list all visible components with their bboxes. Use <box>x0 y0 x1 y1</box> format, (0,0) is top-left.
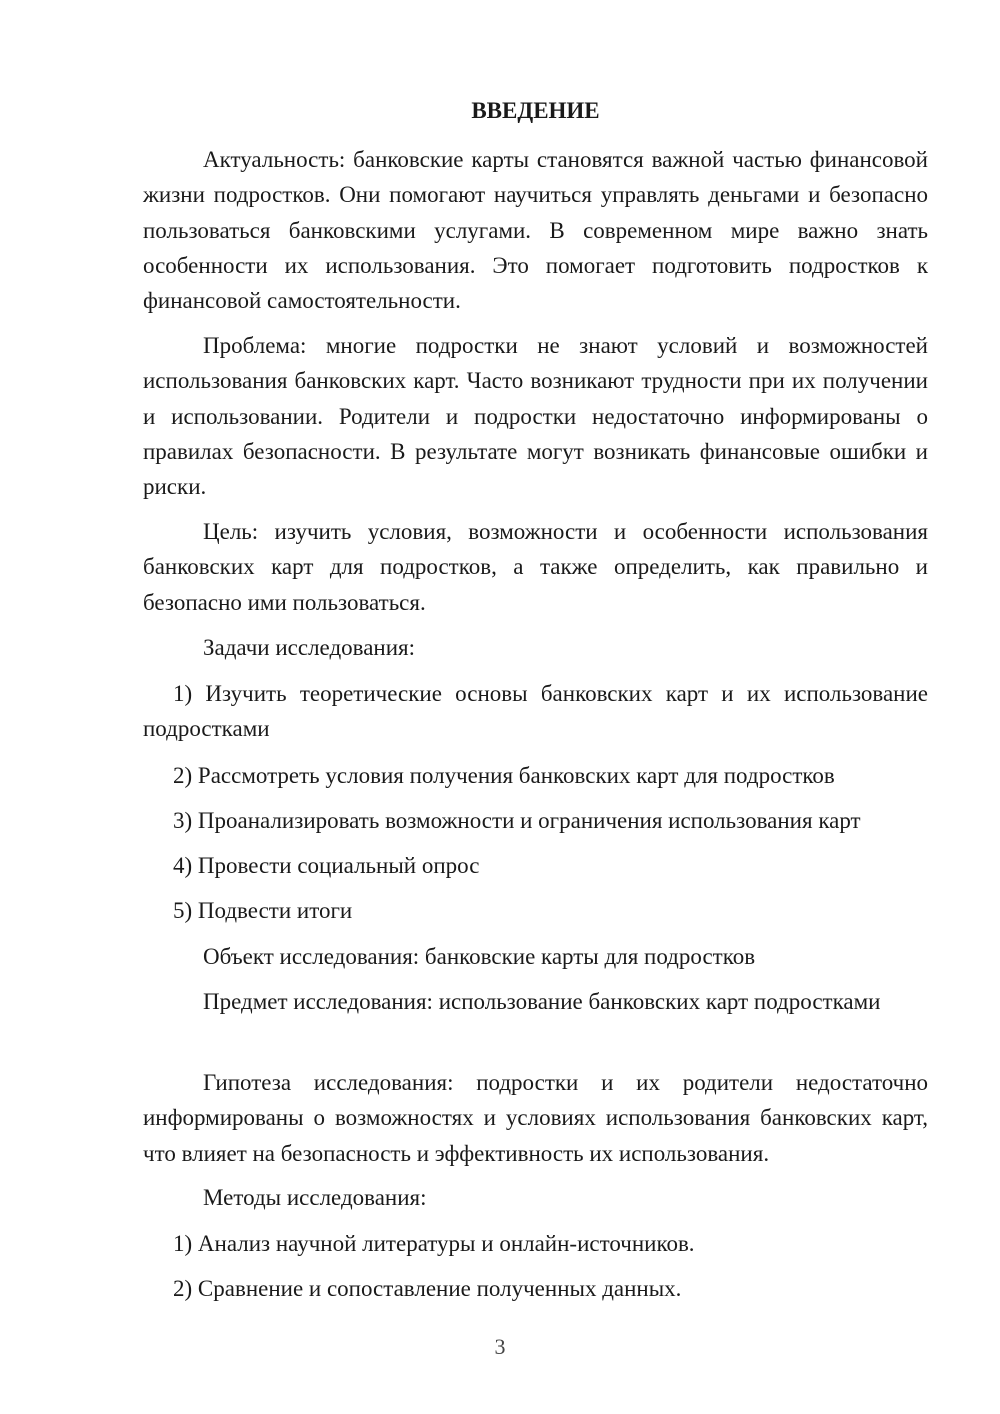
page-number: 3 <box>494 1334 506 1359</box>
task-item-4: 4) Провести социальный опрос <box>173 853 480 878</box>
paragraph-relevance: Актуальность: банковские карты становятся важной частью финансовой жизни подростков. Они помогают научиться управлять деньгами и безопасно пользоваться банковскими услугами. В современном мире важно знать особенности их использования. Это помогает подготовить подростков к финансовой самостоятельности. <box>143 147 928 314</box>
paragraph-problem: Проблема: многие подростки не знают условий и возможностей использования банковских карт. Часто возникают трудности при их получении и использовании. Родители и подростки недостаточно информированы о правилах безопасности. В результате могут возникать финансовые ошибки и риски. <box>143 333 928 500</box>
paragraph-goal: Цель: изучить условия, возможности и особенности использования банковских карт для подростков, а также определить, как правильно и безопасно ими пользоваться. <box>143 519 928 615</box>
method-item-1: 1) Анализ научной литературы и онлайн-источников. <box>173 1231 695 1256</box>
research-subject: Предмет исследования: использование банковских карт подростками <box>203 989 881 1014</box>
page-title: ВВЕДЕНИЕ <box>471 98 600 123</box>
methods-heading: Методы исследования: <box>203 1185 427 1210</box>
method-item-2: 2) Сравнение и сопоставление полученных данных. <box>173 1276 682 1301</box>
task-item-1: 1) Изучить теоретические основы банковских карт и их использование подростками <box>143 681 928 742</box>
task-item-3: 3) Проанализировать возможности и ограничения использования карт <box>173 808 861 833</box>
task-item-5: 5) Подвести итоги <box>173 898 353 923</box>
task-item-2: 2) Рассмотреть условия получения банковских карт для подростков <box>173 763 835 788</box>
research-hypothesis: Гипотеза исследования: подростки и их родители недостаточно информированы о возможностях и условиях использования банковских карт, что влияет на безопасность и эффективность их использования. <box>143 1070 928 1166</box>
research-object: Объект исследования: банковские карты для подростков <box>203 944 756 969</box>
tasks-heading: Задачи исследования: <box>203 635 416 660</box>
